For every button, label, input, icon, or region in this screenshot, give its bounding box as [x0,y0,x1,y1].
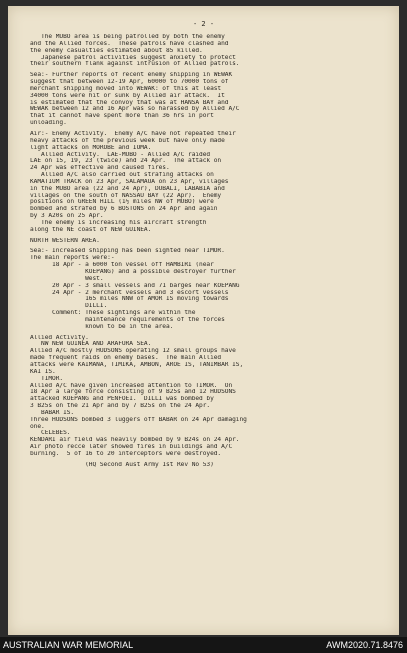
text-line: 165 miles NNW of AMOR IS moving towards [30,296,229,303]
text-line: in the MUBO area (22 and 24 Apr), DUBALI, LABABIA and [30,185,225,192]
text-line: along the NE coast of NEW GUINEA. [30,226,152,233]
archive-footer-bar [0,637,407,653]
text-line: Japanese patrol activities suggest anxiety to protect [30,54,236,61]
text-line: Sea:- Increased shipping has been sighted near TIMOR. [30,248,225,255]
text-line: heavy attacks of the previous week but have only made [30,137,225,144]
text-line: 24 Apr was effective and caused fires. [30,165,170,172]
text-line: The enemy is increasing his aircraft strength [30,219,207,226]
text-line: Sea:- Further reports of recent enemy shipping in WEWAK [30,72,233,79]
text-line: one. [30,423,45,430]
text-line: Comment: These sightings are within the [30,310,196,317]
text-line: LAE on 15, 19, 23 (twice) and 24 Apr. The attack on [30,158,222,165]
text-line: maintenance requirements of the forces [30,316,225,323]
text-line: DILLI. [30,303,108,310]
text-line: TIMOR. [30,375,64,382]
text-line: Allied Activity. [30,334,89,341]
text-line: KOEPANG) and a possible destroyer further [30,269,236,275]
page-number: - 2 - [193,20,215,28]
text-line: 3 B25s on the 21 Apr and by 7 B25s on the 24 Apr. [30,403,211,410]
text-line: 34000 tons were hit or sunk by Allied air attack. It [30,92,225,99]
text-line: positions on GREEN HILL (1½ miles NW of MUBO) were [30,199,214,206]
text-line: The MUBO area is being patrolled by both the enemy [30,34,225,40]
archive-name: AUSTRALIAN WAR MEMORIAL [3,640,134,650]
text-line: Air photo recce later showed fires in buildings and A/C [30,444,233,451]
text-line: NORTH WESTERN AREA. [30,237,100,244]
text-line: that it cannot have spent more than 36 hrs in port [30,113,214,120]
text-line: Allied A/C mostly HUDSONS operating 12 small groups have [30,348,236,355]
text-line: attacked KOEPANG and PENFOEI. DILLI was bombed by [30,396,214,403]
text-line: unloading. [30,120,67,127]
text-line: attacks were KAIMANA, TIMIKA, AMBON, AROE IS, TANIMBAR IS, [30,361,244,368]
text-line: West. [30,275,104,282]
text-line: Three HUDSONS bombed 3 luggers off BABAR on 24 Apr damaging [30,416,247,423]
text-line: the enemy casualties estimated about 85 killed. [30,47,203,54]
text-line: (HQ Second Aust Army 1st Rev No 53) [30,461,214,468]
text-line: known to be in the area. [30,323,174,330]
text-line: KAMATIUM TRACK on 23 Apr, SALAMAUA on 23 Apr, villages [30,178,229,185]
text-line: suggest that between 12-19 Apr, 60000 to 70000 tons of [30,79,229,86]
text-line: and the Allied forces. These patrols have clashed and [30,40,229,47]
text-line: KAI IS. [30,368,56,375]
text-line: burning. 5 of 16 to 20 interceptors were destroyed. [30,450,222,457]
text-line: KENDARI air field was heavily bombed by 9 B24s on 24 Apr. [30,437,240,444]
text-line: 24 Apr - 2 merchant vessels and 3 escort vessels [30,289,229,296]
typed-text-body [30,34,398,469]
text-line: villages on the south of NASSAU BAY (22 Apr). Enemy [30,192,222,199]
text-line: 18 Apr - a 6000 ton vessel off HAMBIRI (near [30,262,214,269]
text-line: their southern flank against intrusion of Allied patrols. [30,61,240,68]
text-line: merchant shipping moved into WEWAK: of this at least [30,85,222,92]
text-line: bombed and strafed by 6 BOSTONS on 24 Apr and again [30,206,218,213]
text-line: 18 Apr a large force consisting of 9 B25s and 12 HUDSONS [30,389,236,396]
text-line: Allied Activity. LAE-MUBO - Allied A/C raided [30,151,211,158]
text-line: The main reports were:- [30,255,115,262]
text-line: 20 Apr - 3 small vessels and 71 barges near KOEPANG [30,282,240,289]
archive-accession-number: AWM2020.71.8476 [326,640,403,650]
text-line: Allied A/C also carried out strafing attacks on [30,172,214,179]
text-line: made frequent raids on enemy bases. The main Allied [30,355,222,362]
text-line: CELEBES. [30,430,71,437]
text-line: is estimated that the convoy that was at HANSA BAY and [30,99,229,106]
text-line: Allied A/C have given increased attention to TIMOR. On [30,382,233,389]
text-line: NW NEW GUINEA AND ARAFURA SEA. [30,341,152,348]
text-line: BABAR IS. [30,409,75,416]
text-line: WEWAK between 12 and 16 Apr was so harassed by Allied A/C [30,106,240,113]
text-line: light attacks on MOROBE and IOMA. [30,144,152,151]
text-line: Air:- Enemy Activity. Enemy A/C have not repeated their [30,130,236,137]
text-line: by 3 A20s on 25 Apr. [30,213,104,220]
document-page [8,6,399,635]
